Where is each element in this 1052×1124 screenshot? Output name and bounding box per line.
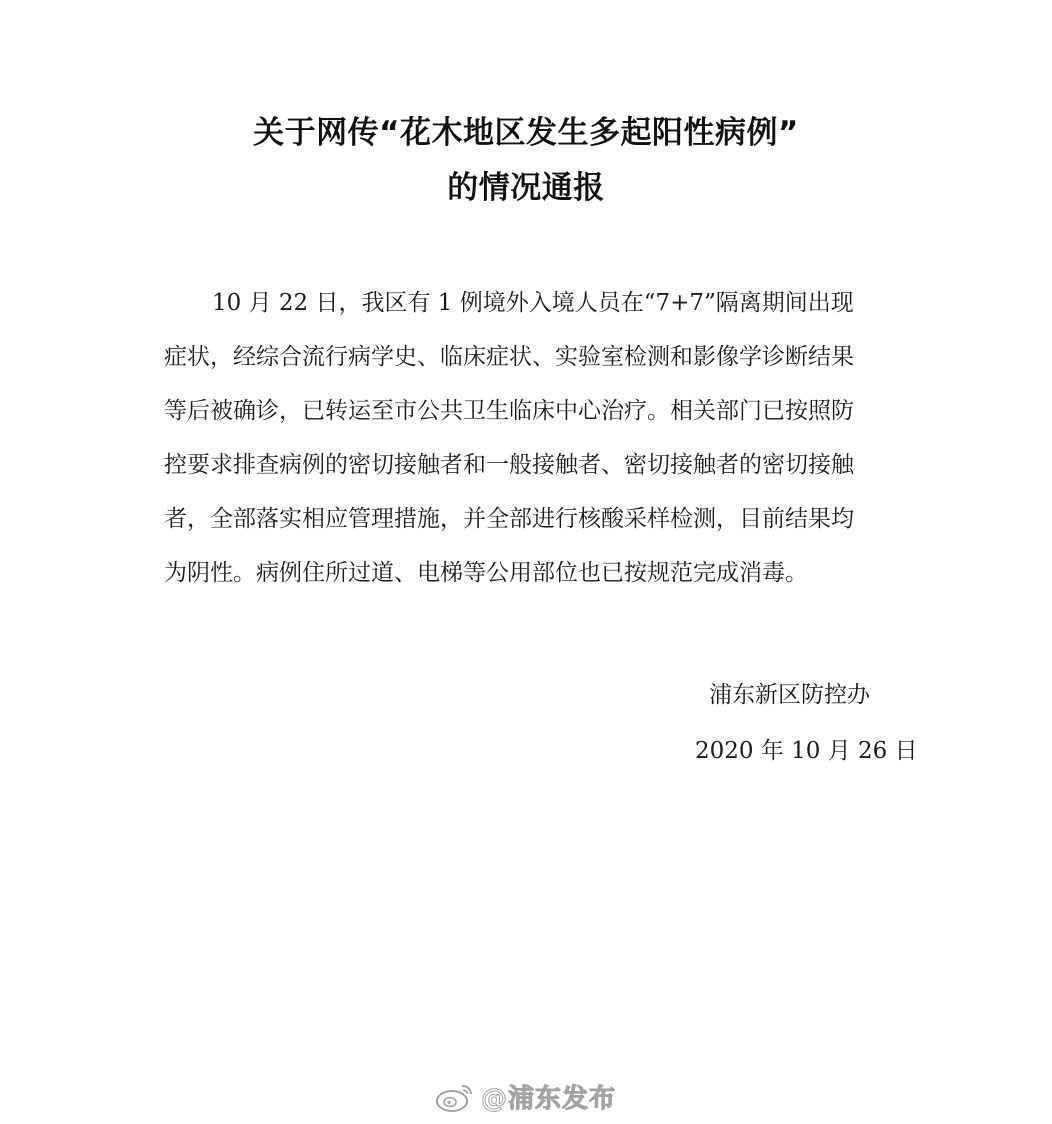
body-line: 等后被确诊，已转运至市公共卫生临床中心治疗。相关部门已按照防 (164, 398, 854, 424)
body-line: 10 月 22 日，我区有 1 例境外入境人员在“7+7”隔离期间出现 (212, 290, 854, 316)
weibo-watermark (435, 1078, 616, 1115)
body-line: 控要求排查病例的密切接触者和一般接触者、密切接触者的密切接触 (164, 452, 854, 478)
body-line: 者，全部落实相应管理措施，并全部进行核酸采样检测，目前结果均 (164, 506, 854, 532)
signature-organization: 浦东新区防控办 (709, 682, 870, 708)
watermark-text: @浦东发布 (481, 1084, 617, 1114)
body-line: 症状，经综合流行病学史、临床症状、实验室检测和影像学诊断结果 (164, 344, 854, 370)
weibo-logo-icon (435, 1080, 475, 1114)
document-title-line-2: 的情况通报 (447, 170, 605, 206)
document-title-line-1: 关于网传“花木地区发生多起阳性病例” (253, 115, 799, 151)
signature-date: 2020 年 10 月 26 日 (695, 738, 918, 764)
body-line: 为阴性。病例住所过道、电梯等公用部位也已按规范完成消毒。 (164, 560, 808, 586)
document-body (164, 276, 920, 600)
